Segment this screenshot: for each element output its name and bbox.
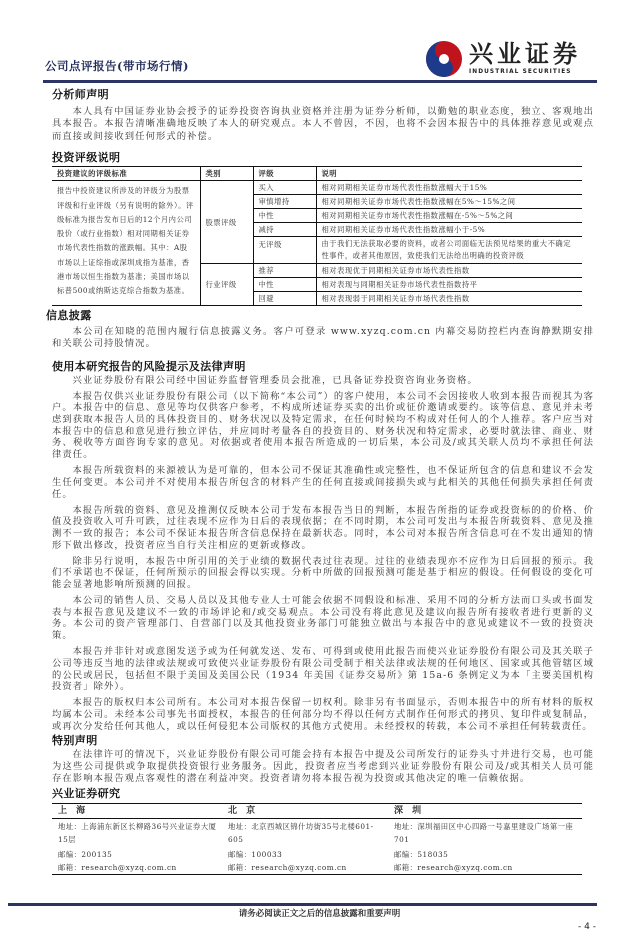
logo-chinese-name: 兴业证券 (469, 40, 581, 68)
column-header: 类别 (200, 167, 253, 181)
legal-paragraph: 本报告并非针对或意图发送予或为任何就发送、发布、可得到或使用此报告而使兴业证券股份有限公司及其关联子公司等违反当地的法律或法规或可致使兴业证券股份有限公司受制于相关法律或法规的任何地区、国家或其他管辖区域的公民或居民，包括但不限于美国及美国公民（1934 年美国《证券交易所》第 15a-6 条例定义为本「主要美国机构投资者」除外）。 (52, 646, 594, 693)
section-heading: 信息披露 (46, 309, 92, 323)
rating-desc: 由于我们无法获取必要的资料，或者公司面临无法预见结果的重大不确定性事件，或者其他原因，致使我们无法给出明确的投资评级 (316, 237, 582, 264)
office-postcode: 邮编：100033 (228, 849, 283, 859)
office-postcode: 邮编：200135 (58, 849, 113, 859)
research-offices-table (52, 803, 582, 875)
rating-desc: 相对表现优于同期相关证券市场代表性指数 (316, 264, 582, 278)
rating-heading: 投资评级说明 (52, 151, 121, 165)
table-header-row (52, 167, 582, 181)
office-email: 邮箱：research@xyzq.com.cn (394, 862, 513, 872)
special-statement (52, 734, 594, 784)
footer-divider (8, 903, 597, 906)
rating-name: 中性 (253, 209, 316, 223)
office-city: 深 圳 (388, 803, 582, 818)
rating-desc: 相对表现与同期相关证券市场代表性指数持平 (316, 278, 582, 292)
industry-rating-category: 行业评级 (200, 264, 253, 306)
legal-paragraph: 本报告所载资料的来源被认为是可靠的，但本公司不保证其准确性或完整性，也不保证所包含的信息和建议不会发生任何变更。本公司并不对使用本报告所包含的材料产生的任何直接或间接损失或与此相关的其他任何损失承担任何责任。 (52, 465, 594, 500)
rating-name: 回避 (253, 292, 316, 306)
analyst-paragraph: 本人具有中国证券业协会授予的证券投资咨询执业资格并注册为证券分析师，以勤勉的职业态度，独立、客观地出具本报告。本报告清晰准确地反映了本人的研究观点。本人不曾因，不因，也将不会因本报告中的具体推荐意见或观点而直接或间接收到任何形式的补偿。 (52, 106, 594, 142)
office-city: 上 海 (52, 803, 222, 818)
page-footer (0, 885, 639, 941)
office-address: 地址：深圳福田区中心四路一号嘉里建设广场第一座701 (394, 821, 574, 844)
office-email: 邮箱：research@xyzq.com.cn (228, 862, 347, 872)
legal-paragraph: 本公司的销售人员、交易人员以及其他专业人士可能会依据不同假设和标准、采用不同的分析方法而口头或书面发表与本报告意见及建议不一致的市场评论和/或交易观点。本公司没有将此意见及建议向报告所有接收者进行更新的义务。本公司的资产管理部门、自营部门以及其他投资业务部门可能独立做出与本报告中的意见或建议不一致的投资决策。 (52, 595, 594, 642)
office-city-row (52, 803, 582, 818)
document-type-title: 公司点评报告(带市场行情) (45, 59, 189, 73)
rating-name: 买入 (253, 181, 316, 195)
rating-desc: 相对同期相关证券市场代表性指数涨幅小于-5% (316, 223, 582, 237)
legal-statement (52, 360, 594, 733)
legal-paragraph: 本报告仅供兴业证券股份有限公司（以下简称“本公司”）的客户使用，本公司不会因接收人收到本报告而视其为客户。本报告中的信息、意见等均仅供客户参考，不构成所述证券买卖的出价或征价邀请或要约。该等信息、意见并未考虑到获取本报告人员的具体投资目的、财务状况以及特定需求，在任何时候均不构成对任何人的个人推荐。客户应当对本报告中的信息和意见进行独立评估，并应同时考量各自的投资目的、财务状况和特定需求，必要时就法律、商业、财务、税收等方面咨询专家的意见。对依据或者使用本报告所造成的一切后果，本公司及/或其关联人员均不承担任何法律责任。 (52, 390, 594, 461)
rating-desc: 相对同期相关证券市场代表性指数涨幅在5%～15%之间 (316, 195, 582, 209)
legal-paragraph: 本报告所载的资料、意见及推测仅反映本公司于发布本报告当日的判断，本报告所指的证券或投资标的的价格、价值及投资收入可升可跌，过往表现不应作为日后的表现依据；在不同时期，本公司可发出与本报告所载资料、意见及推测不一致的报告；本公司不保证本报告所含信息保持在最新状态。同时，本公司对本报告所含信息可在不发出通知的情形下做出修改，投资者应当自行关注相应的更新或修改。 (52, 504, 594, 551)
footer-notice: 请务必阅读正文之后的信息披露和重要声明 (238, 908, 401, 919)
office-address: 地址：北京西城区锦什坊街35号北楼601-605 (228, 821, 374, 844)
section-heading: 分析师声明 (52, 88, 109, 101)
table-row (52, 181, 582, 195)
column-header: 投资建议的评级标准 (52, 167, 200, 181)
office-postcode-row (52, 848, 582, 861)
stock-rating-category: 股票评级 (200, 181, 253, 264)
legal-paragraph: 本报告的版权归本公司所有。本公司对本报告保留一切权利。除非另有书面显示，否则本报告中的所有材料的版权均属本公司。未经本公司事先书面授权，本报告的任何部分均不得以任何方式制作任何形式的拷贝、复印件或复制品，或再次分发给任何其他人，或以任何侵犯本公司版权的其他方式使用。未经授权的转载，本公司不承担任何转载责任。 (52, 697, 594, 732)
rating-name: 审慎增持 (253, 195, 316, 209)
column-header: 评级 (253, 167, 316, 181)
office-city: 北 京 (222, 803, 388, 818)
special-paragraph: 在法律许可的情况下，兴业证券股份有限公司可能会持有本报告中提及公司所发行的证券头寸并进行交易，也可能为这些公司提供或争取提供投资银行业务服务。因此，投资者应当考虑到兴业证券股份有限公司及/或其相关人员可能存在影响本报告观点客观性的潜在利益冲突。投资者请勿将本报告视为投资或其他决定的唯一信赖依据。 (52, 749, 594, 784)
rating-name: 推荐 (253, 264, 316, 278)
rating-criteria: 报告中投资建议所涉及的评级分为股票评级和行业评级（另有说明的除外）。评级标准为报告发布日后的12个月内公司股价（或行业指数）相对同期相关证券市场代表性指数的涨跌幅。其中：A股市场以上证综指或深圳成指为基准，香港市场以恒生指数为基准；美国市场以标普500或纳斯达克综合指数为基准。 (52, 181, 200, 306)
information-disclosure (46, 309, 594, 349)
section-heading: 特别声明 (52, 734, 98, 748)
office-address-row (52, 818, 582, 848)
rating-name: 无评级 (253, 237, 316, 264)
research-heading: 兴业证券研究 (52, 786, 121, 800)
rating-desc: 相对同期相关证券市场代表性指数涨幅大于15% (316, 181, 582, 195)
page-number: - 4 - (578, 921, 596, 932)
rating-name: 中性 (253, 278, 316, 292)
office-address: 地址：上海浦东新区长柳路36号兴业证券大厦15层 (58, 821, 217, 844)
legal-paragraph: 除非另行说明，本报告中所引用的关于业绩的数据代表过往表现。过往的业绩表现亦不应作为日后回报的预示。我们不承诺也不保证，任何所预示的回报会得以实现。分析中所做的回报预测可能是基于相应的假设。任何假设的变化可能会显著地影响所预测的回报。 (52, 555, 594, 591)
office-postcode: 邮编：518035 (394, 849, 449, 859)
disclosure-paragraph: 本公司在知晓的范围内履行信息披露义务。客户可登录 www.xyzq.com.cn 内幕交易防控栏内查询静默期安排和关联公司持股情况。 (52, 326, 594, 349)
rating-name: 减持 (253, 223, 316, 237)
office-email: 邮箱：research@xyzq.com.cn (58, 862, 177, 872)
rating-table (52, 166, 582, 306)
section-heading: 使用本研究报告的风险提示及法律声明 (52, 359, 246, 373)
office-email-row (52, 861, 582, 875)
legal-paragraph: 兴业证券股份有限公司经中国证券监督管理委员会批准，已具备证券投资咨询业务资格。 (72, 374, 478, 386)
column-header: 说明 (316, 167, 582, 181)
rating-desc: 相对同期相关证券市场代表性指数涨幅在-5%～5%之间 (316, 209, 582, 223)
rating-desc: 相对表现弱于同期相关证券市场代表性指数 (316, 292, 582, 306)
analyst-statement (52, 88, 594, 143)
logo-english-name: INDUSTRIAL SECURITIES (469, 69, 572, 75)
